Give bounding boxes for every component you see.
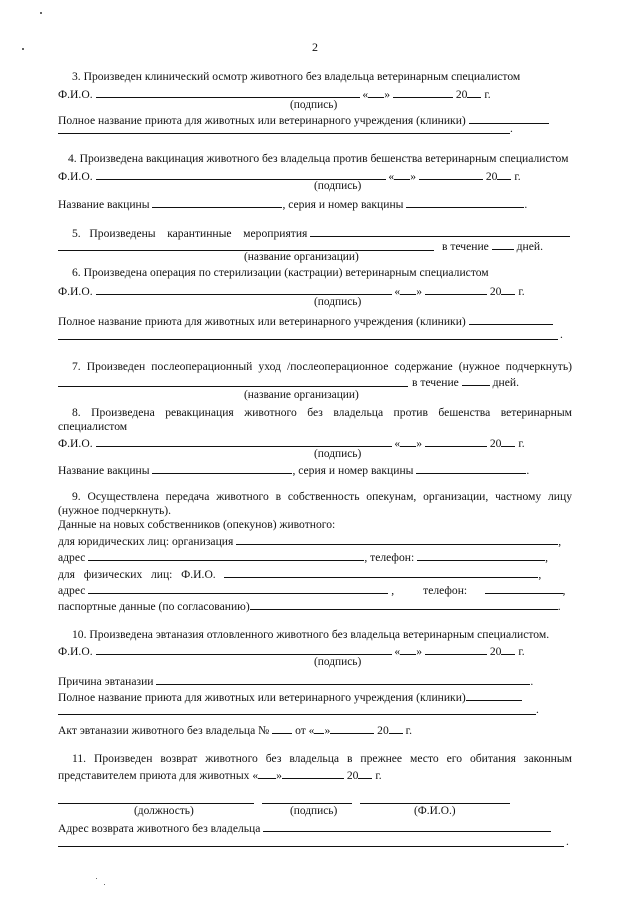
- shelter-label: Полное название приюта для животных или ветеринарного учреждения (клиники): [58, 691, 466, 704]
- phone-label: телефон:: [423, 584, 468, 597]
- address-label: адрес: [58, 584, 86, 597]
- fio-label: Ф.И.О.: [58, 437, 93, 450]
- s8-sign-caption: (подпись): [314, 448, 362, 460]
- quote-close: »: [410, 170, 417, 183]
- fio-input-line[interactable]: [96, 168, 386, 180]
- s10-shelter-row: [58, 689, 522, 705]
- s3-heading: 3. Произведен клинический осмотр животного без владельца ветеринарным специалистом: [72, 70, 521, 83]
- reason-input-line[interactable]: [156, 673, 530, 685]
- day-input-line[interactable]: [400, 435, 416, 447]
- s11-heading-2-row: [58, 767, 382, 783]
- month-input-line[interactable]: [419, 168, 483, 180]
- s9-legal-row: [58, 533, 561, 549]
- phys-word: для: [58, 568, 76, 581]
- day-input-line[interactable]: [314, 722, 324, 734]
- year-input-line[interactable]: [501, 283, 515, 295]
- year-input-line[interactable]: [497, 168, 511, 180]
- s9-owners: Данные на новых собственников (опекунов) животного:: [58, 518, 336, 531]
- comma: ,: [545, 551, 548, 564]
- quote-close: »: [324, 724, 331, 737]
- s10-act-row: [58, 722, 412, 738]
- phone-input-line[interactable]: [485, 582, 563, 594]
- fio-label: Ф.И.О.: [58, 88, 93, 101]
- s11-heading-1: 11. Произведен возврат животного без владельца в прежнее место его обитания законным: [72, 752, 572, 765]
- s8-fio-row: [58, 435, 525, 451]
- fio-input-line[interactable]: [96, 435, 392, 447]
- s6-fio-row: [58, 283, 525, 299]
- s9-address-row: [58, 549, 548, 565]
- from-label: от «: [295, 724, 315, 737]
- year-suffix: г.: [518, 285, 525, 298]
- year-suffix: г.: [405, 724, 413, 737]
- phone-input-line[interactable]: [417, 549, 545, 561]
- shelter-input-line[interactable]: [469, 313, 553, 325]
- s11-sign-caption: (подпись): [290, 805, 338, 817]
- year-prefix: 20: [455, 88, 468, 101]
- fio-input-line[interactable]: [96, 283, 392, 295]
- month-input-line[interactable]: [425, 435, 487, 447]
- month-input-line[interactable]: [282, 767, 344, 779]
- s5-word: карантинные: [167, 227, 232, 240]
- comma: ,: [538, 568, 542, 581]
- s9-phys-row: [58, 566, 541, 582]
- year-input-line[interactable]: [501, 435, 515, 447]
- s11-address-row: [58, 820, 551, 836]
- phys-word: Ф.И.О.: [181, 568, 216, 581]
- fio-label: Ф.И.О.: [58, 645, 93, 658]
- s8-heading-2: специалистом: [58, 420, 128, 433]
- s4-vaccine-row: [58, 196, 527, 212]
- vaccine-label: Название вакцины: [58, 198, 150, 211]
- return-address-input-line[interactable]: [263, 820, 551, 832]
- period: .: [524, 198, 528, 211]
- s11-position-line[interactable]: [58, 803, 254, 804]
- reason-label: Причина эвтаназии: [58, 675, 154, 688]
- vaccine-input-line[interactable]: [152, 196, 282, 208]
- s3-shelter-row: [58, 112, 549, 128]
- passport-input-line[interactable]: [250, 598, 558, 610]
- s7-org-line[interactable]: [58, 386, 408, 387]
- comma: ,: [558, 535, 562, 548]
- s6-sign-caption: (подпись): [314, 296, 362, 308]
- fio-input-line[interactable]: [96, 86, 360, 98]
- passport-label: паспортные данные (по согласованию): [58, 600, 250, 613]
- vaccine-label: Название вакцины: [58, 464, 150, 477]
- s5-period-row: [442, 238, 543, 254]
- series-label: , серия и номер вакцины: [282, 198, 404, 211]
- s11-heading-2: представителем приюта для животных «: [58, 769, 259, 782]
- s4-fio-row: [58, 168, 521, 184]
- period: .: [530, 675, 534, 688]
- s4-sign-caption: (подпись): [314, 180, 362, 192]
- quote-open: «: [388, 170, 395, 183]
- days-label: дней.: [492, 376, 519, 389]
- s5-org-caption: (название организации): [244, 251, 359, 263]
- quote-close: »: [416, 437, 423, 450]
- s9-passport-row: [58, 598, 561, 614]
- fio-input-line[interactable]: [96, 643, 392, 655]
- during-label: в течение: [442, 240, 489, 253]
- act-number-input-line[interactable]: [272, 722, 292, 734]
- s6-shelter-row: [58, 313, 553, 329]
- month-input-line[interactable]: [393, 86, 453, 98]
- address-input-line[interactable]: [88, 549, 364, 561]
- s6-shelter-line-2[interactable]: [58, 339, 558, 340]
- s10-shelter-line-2[interactable]: [58, 714, 536, 715]
- s3-fio-row: [58, 86, 491, 102]
- address-input-line[interactable]: [88, 582, 388, 594]
- period: .: [566, 836, 569, 848]
- quote-close: »: [276, 769, 282, 782]
- s9-heading-2: (нужное подчеркнуть).: [58, 504, 171, 517]
- vaccine-input-line[interactable]: [152, 462, 292, 474]
- s11-sign-line[interactable]: [262, 803, 352, 804]
- s8-heading-1: 8. Произведена ревакцинация животного без владельца против бешенства ветеринарным: [72, 406, 572, 419]
- day-input-line[interactable]: [400, 643, 416, 655]
- page-number: 2: [312, 40, 318, 54]
- s3-sign-caption: (подпись): [290, 99, 338, 111]
- series-input-line[interactable]: [406, 196, 524, 208]
- s11-position-caption: (должность): [134, 805, 194, 817]
- quote-close: »: [416, 645, 423, 658]
- phys-word: физических: [83, 568, 143, 581]
- act-label: Акт эвтаназии животного без владельца №: [58, 724, 270, 737]
- s7-org-caption: (название организации): [244, 389, 359, 401]
- scan-mark: [40, 12, 42, 14]
- period: .: [560, 329, 563, 341]
- s5-word: Произведены: [89, 227, 156, 240]
- quote-open: «: [362, 88, 369, 101]
- fio-input-line[interactable]: [224, 566, 538, 578]
- period: .: [510, 123, 513, 135]
- year-prefix: 20: [377, 724, 389, 737]
- year-prefix: 20: [485, 170, 498, 183]
- address-label: адрес: [58, 551, 86, 564]
- scan-mark: [96, 878, 97, 879]
- day-input-line[interactable]: [258, 767, 276, 779]
- s9-heading-1: 9. Осуществлена передача животного в собственность опекунам, организации, частному лицу: [72, 490, 572, 503]
- s4-heading: 4. Произведена вакцинация животного без владельца против бешенства ветеринарным специалистом: [68, 152, 569, 165]
- scan-mark: [22, 48, 24, 50]
- phys-word: лиц:: [150, 568, 173, 581]
- shelter-label: Полное название приюта для животных или ветеринарного учреждения (клиники): [58, 315, 466, 328]
- s5-num: 5.: [72, 227, 81, 240]
- year-suffix: г.: [518, 645, 525, 658]
- days-input-line[interactable]: [492, 238, 514, 250]
- year-suffix: г.: [518, 437, 525, 450]
- s7-period-row: [412, 374, 519, 390]
- s10-sign-caption: (подпись): [314, 656, 362, 668]
- phone-label: , телефон:: [364, 551, 415, 564]
- series-label: , серия и номер вакцины: [292, 464, 414, 477]
- quote-close: »: [384, 88, 391, 101]
- s8-vaccine-row: [58, 462, 529, 478]
- year-suffix: г.: [375, 769, 382, 782]
- year-suffix: г.: [484, 88, 491, 101]
- s7-heading: 7. Произведен послеоперационный уход /послеоперационное содержание (нужное подчеркнуть): [72, 360, 572, 373]
- scan-mark: [104, 884, 105, 885]
- s10-heading: 10. Произведена эвтаназия отловленного животного без владельца ветеринарным специалистом.: [72, 628, 550, 641]
- year-input-line[interactable]: [467, 86, 481, 98]
- month-input-line[interactable]: [425, 283, 487, 295]
- comma: ,: [562, 584, 566, 597]
- s6-heading: 6. Произведена операция по стерилизации (кастрации) ветеринарным специалистом: [72, 266, 489, 279]
- s5-word: мероприятия: [243, 227, 308, 240]
- year-prefix: 20: [489, 437, 502, 450]
- fio-label: Ф.И.О.: [58, 170, 93, 183]
- day-input-line[interactable]: [368, 86, 384, 98]
- organization-input-line[interactable]: [236, 533, 558, 545]
- shelter-input-line[interactable]: [469, 112, 549, 124]
- month-input-line[interactable]: [330, 722, 374, 734]
- return-address-label: Адрес возврата животного без владельца: [58, 822, 261, 835]
- s10-fio-row: [58, 643, 525, 659]
- s10-reason-row: [58, 673, 533, 689]
- days-input-line[interactable]: [462, 374, 490, 386]
- year-prefix: 20: [489, 285, 502, 298]
- shelter-input-line[interactable]: [466, 689, 522, 701]
- s11-address-line-2[interactable]: [58, 846, 564, 847]
- quote-close: »: [416, 285, 423, 298]
- day-input-line[interactable]: [400, 283, 416, 295]
- period: .: [536, 704, 539, 716]
- quote-open: «: [394, 437, 401, 450]
- shelter-label: Полное название приюта для животных или ветеринарного учреждения (клиники): [58, 114, 466, 127]
- period: .: [557, 600, 561, 613]
- s11-fio-caption: (Ф.И.О.): [414, 805, 456, 817]
- legal-label: для юридических лиц: организация: [58, 535, 234, 548]
- s5-input-line[interactable]: [310, 225, 570, 237]
- year-input-line[interactable]: [358, 767, 372, 779]
- series-input-line[interactable]: [416, 462, 526, 474]
- year-suffix: г.: [514, 170, 521, 183]
- month-input-line[interactable]: [425, 643, 487, 655]
- days-label: дней.: [516, 240, 543, 253]
- during-label: в течение: [412, 376, 459, 389]
- fio-label: Ф.И.О.: [58, 285, 93, 298]
- period: .: [526, 464, 530, 477]
- s9-address2-row: адрес , телефон: ,: [58, 584, 566, 597]
- year-input-line[interactable]: [389, 722, 403, 734]
- s11-fio-line[interactable]: [360, 803, 510, 804]
- quote-open: «: [394, 285, 401, 298]
- year-prefix: 20: [489, 645, 502, 658]
- year-prefix: 20: [346, 769, 359, 782]
- year-input-line[interactable]: [501, 643, 515, 655]
- day-input-line[interactable]: [394, 168, 410, 180]
- quote-open: «: [394, 645, 401, 658]
- s3-shelter-line-2[interactable]: [58, 133, 510, 134]
